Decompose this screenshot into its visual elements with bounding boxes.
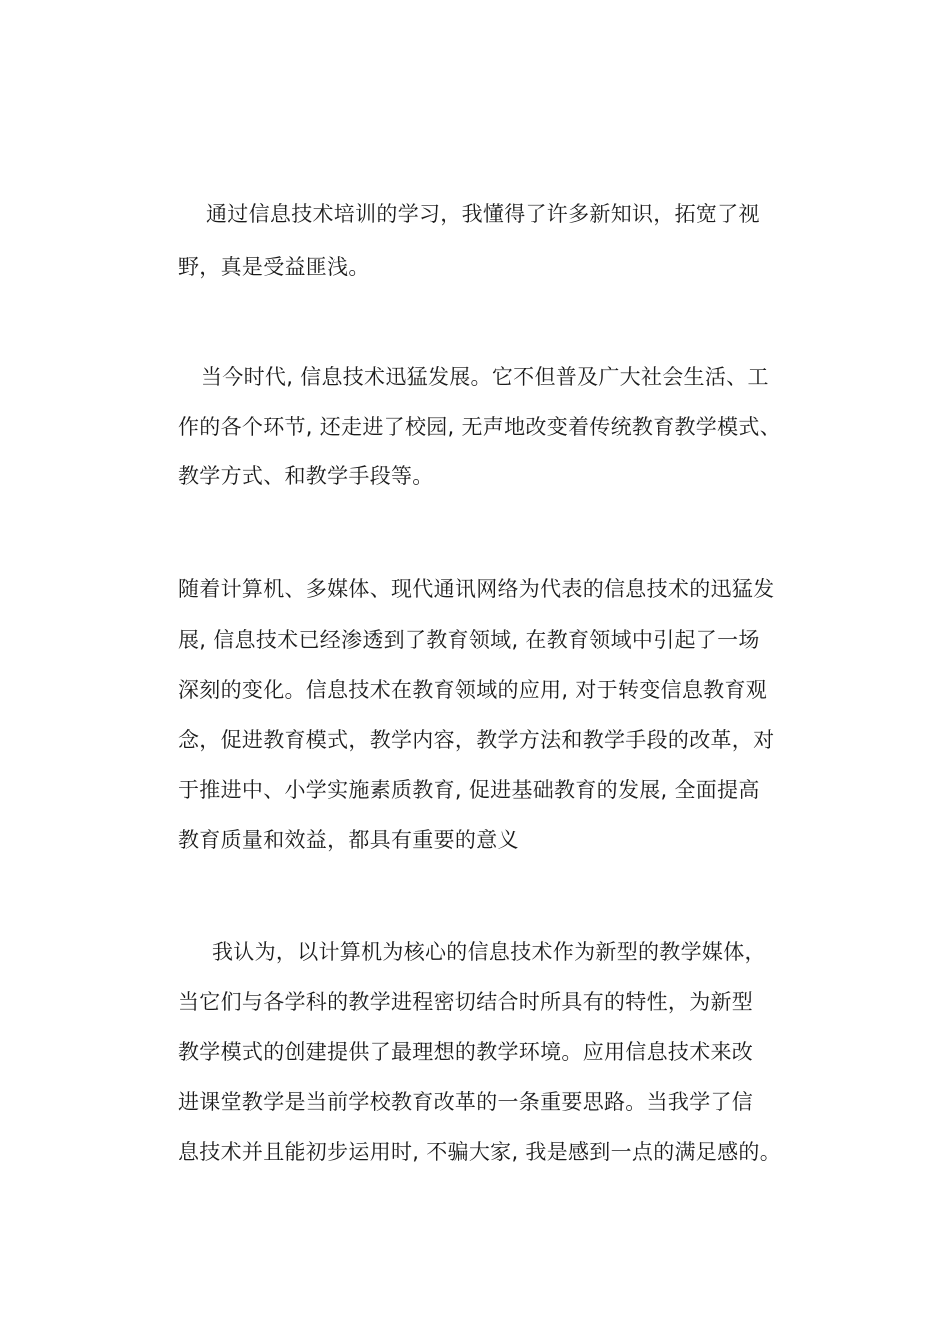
- paragraph-4-line-5: 息技术并且能初步运用时, 不骗大家, 我是感到一点的满足感的。: [178, 1140, 781, 1164]
- paragraph-3-line-6: 教育质量和效益，都具有重要的意义: [178, 828, 519, 852]
- paragraph-2-line-1: 当今时代, 信息技术迅猛发展。它不但普及广大社会生活、工: [201, 365, 769, 389]
- paragraph-3-line-2: 展, 信息技术已经渗透到了教育领域, 在教育领域中引起了一场: [178, 628, 760, 652]
- paragraph-2-line-3: 教学方式、和教学手段等。: [178, 464, 434, 488]
- paragraph-4-line-3: 教学模式的创建提供了最理想的教学环境。应用信息技术来改: [178, 1040, 754, 1064]
- paragraph-3-line-5: 于推进中、小学实施素质教育, 促进基础教育的发展, 全面提高: [178, 778, 760, 802]
- paragraph-3-line-3: 深刻的变化。信息技术在教育领域的应用, 对于转变信息教育观: [178, 678, 768, 702]
- paragraph-4-line-1: 我认为，以计算机为核心的信息技术作为新型的教学媒体，: [212, 940, 766, 964]
- paragraph-4-line-2: 当它们与各学科的教学进程密切结合时所具有的特性，为新型: [178, 990, 754, 1014]
- paragraph-3-line-4: 念，促进教育模式，教学内容，教学方法和教学手段的改革，对: [178, 728, 775, 752]
- paragraph-1-line-1: 通过信息技术培训的学习，我懂得了许多新知识，拓宽了视: [206, 202, 760, 226]
- paragraph-3-line-1: 随着计算机、多媒体、现代通讯网络为代表的信息技术的迅猛发: [178, 577, 775, 601]
- paragraph-1-line-2: 野，真是受益匪浅。: [178, 255, 370, 279]
- paragraph-4-line-4: 进课堂教学是当前学校教育改革的一条重要思路。当我学了信: [178, 1090, 754, 1114]
- paragraph-2-line-2: 作的各个环节, 还走进了校园, 无声地改变着传统教育教学模式、: [178, 415, 781, 439]
